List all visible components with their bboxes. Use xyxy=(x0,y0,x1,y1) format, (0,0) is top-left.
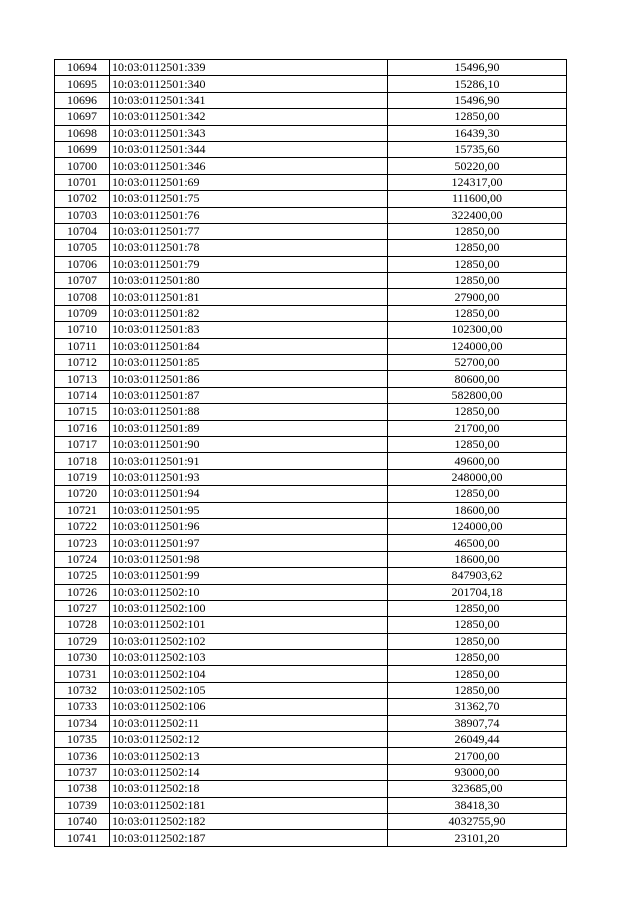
cadastral-number-cell: 10:03:0112501:94 xyxy=(110,486,388,502)
value-cell: 582800,00 xyxy=(388,387,567,403)
value-cell: 12850,00 xyxy=(388,666,567,682)
table-row xyxy=(55,748,567,764)
value-cell: 12850,00 xyxy=(388,273,567,289)
row-number-cell: 10710 xyxy=(55,322,110,338)
table-row xyxy=(55,813,567,829)
row-number-cell: 10698 xyxy=(55,125,110,141)
value-cell: 12850,00 xyxy=(388,650,567,666)
table-row xyxy=(55,502,567,518)
value-cell: 46500,00 xyxy=(388,535,567,551)
cadastral-number-cell: 10:03:0112501:90 xyxy=(110,436,388,452)
cadastral-number-cell: 10:03:0112501:343 xyxy=(110,125,388,141)
table-row xyxy=(55,568,567,584)
table-row xyxy=(55,256,567,272)
table-row xyxy=(55,617,567,633)
cadastral-number-cell: 10:03:0112501:97 xyxy=(110,535,388,551)
value-cell: 80600,00 xyxy=(388,371,567,387)
row-number-cell: 10716 xyxy=(55,420,110,436)
cadastral-number-cell: 10:03:0112501:93 xyxy=(110,469,388,485)
cadastral-number-cell: 10:03:0112502:106 xyxy=(110,699,388,715)
value-cell: 201704,18 xyxy=(388,584,567,600)
value-cell: 21700,00 xyxy=(388,748,567,764)
row-number-cell: 10740 xyxy=(55,813,110,829)
row-number-cell: 10737 xyxy=(55,764,110,780)
cadastral-number-cell: 10:03:0112501:77 xyxy=(110,223,388,239)
value-cell: 23101,20 xyxy=(388,830,567,846)
table-row xyxy=(55,371,567,387)
cadastral-number-cell: 10:03:0112501:98 xyxy=(110,551,388,567)
cadastral-number-cell: 10:03:0112502:100 xyxy=(110,600,388,616)
row-number-cell: 10727 xyxy=(55,600,110,616)
value-cell: 12850,00 xyxy=(388,486,567,502)
value-cell: 124317,00 xyxy=(388,174,567,190)
table-row xyxy=(55,404,567,420)
table-row xyxy=(55,781,567,797)
table-row xyxy=(55,436,567,452)
row-number-cell: 10735 xyxy=(55,732,110,748)
value-cell: 38418,30 xyxy=(388,797,567,813)
cadastral-number-cell: 10:03:0112502:12 xyxy=(110,732,388,748)
row-number-cell: 10725 xyxy=(55,568,110,584)
value-cell: 18600,00 xyxy=(388,551,567,567)
cadastral-number-cell: 10:03:0112502:187 xyxy=(110,830,388,846)
cadastral-number-cell: 10:03:0112502:10 xyxy=(110,584,388,600)
row-number-cell: 10736 xyxy=(55,748,110,764)
row-number-cell: 10702 xyxy=(55,191,110,207)
table-row xyxy=(55,535,567,551)
value-cell: 38907,74 xyxy=(388,715,567,731)
value-cell: 12850,00 xyxy=(388,436,567,452)
value-cell: 49600,00 xyxy=(388,453,567,469)
value-cell: 12850,00 xyxy=(388,256,567,272)
table-row xyxy=(55,240,567,256)
table-row xyxy=(55,797,567,813)
value-cell: 12850,00 xyxy=(388,305,567,321)
table-row xyxy=(55,223,567,239)
value-cell: 102300,00 xyxy=(388,322,567,338)
cadastral-number-cell: 10:03:0112501:340 xyxy=(110,76,388,92)
row-number-cell: 10708 xyxy=(55,289,110,305)
row-number-cell: 10718 xyxy=(55,453,110,469)
row-number-cell: 10719 xyxy=(55,469,110,485)
value-cell: 12850,00 xyxy=(388,682,567,698)
row-number-cell: 10728 xyxy=(55,617,110,633)
row-number-cell: 10720 xyxy=(55,486,110,502)
table-row xyxy=(55,830,567,846)
value-cell: 16439,30 xyxy=(388,125,567,141)
table-body xyxy=(55,60,567,847)
table-row xyxy=(55,109,567,125)
value-cell: 323685,00 xyxy=(388,781,567,797)
table-row xyxy=(55,158,567,174)
table-row xyxy=(55,551,567,567)
value-cell: 12850,00 xyxy=(388,109,567,125)
table-row xyxy=(55,289,567,305)
row-number-cell: 10701 xyxy=(55,174,110,190)
table-row xyxy=(55,699,567,715)
cadastral-number-cell: 10:03:0112501:86 xyxy=(110,371,388,387)
row-number-cell: 10709 xyxy=(55,305,110,321)
value-cell: 12850,00 xyxy=(388,617,567,633)
value-cell: 12850,00 xyxy=(388,223,567,239)
table-row xyxy=(55,715,567,731)
value-cell: 847903,62 xyxy=(388,568,567,584)
value-cell: 93000,00 xyxy=(388,764,567,780)
row-number-cell: 10699 xyxy=(55,141,110,157)
table-row xyxy=(55,174,567,190)
cadastral-number-cell: 10:03:0112501:344 xyxy=(110,141,388,157)
table-row xyxy=(55,273,567,289)
cadastral-number-cell: 10:03:0112502:105 xyxy=(110,682,388,698)
row-number-cell: 10730 xyxy=(55,650,110,666)
row-number-cell: 10715 xyxy=(55,404,110,420)
table-row xyxy=(55,666,567,682)
table-row xyxy=(55,305,567,321)
cadastral-number-cell: 10:03:0112501:84 xyxy=(110,338,388,354)
value-cell: 12850,00 xyxy=(388,600,567,616)
row-number-cell: 10697 xyxy=(55,109,110,125)
cadastral-number-cell: 10:03:0112501:81 xyxy=(110,289,388,305)
table-row xyxy=(55,420,567,436)
cadastral-number-cell: 10:03:0112501:346 xyxy=(110,158,388,174)
row-number-cell: 10741 xyxy=(55,830,110,846)
value-cell: 322400,00 xyxy=(388,207,567,223)
row-number-cell: 10700 xyxy=(55,158,110,174)
row-number-cell: 10717 xyxy=(55,436,110,452)
table-row xyxy=(55,764,567,780)
row-number-cell: 10703 xyxy=(55,207,110,223)
value-cell: 50220,00 xyxy=(388,158,567,174)
row-number-cell: 10722 xyxy=(55,518,110,534)
cadastral-number-cell: 10:03:0112501:341 xyxy=(110,92,388,108)
row-number-cell: 10734 xyxy=(55,715,110,731)
table-row xyxy=(55,633,567,649)
value-cell: 18600,00 xyxy=(388,502,567,518)
table-row xyxy=(55,322,567,338)
row-number-cell: 10694 xyxy=(55,60,110,76)
cadastral-number-cell: 10:03:0112501:69 xyxy=(110,174,388,190)
row-number-cell: 10733 xyxy=(55,699,110,715)
table-row xyxy=(55,141,567,157)
table-row xyxy=(55,92,567,108)
row-number-cell: 10729 xyxy=(55,633,110,649)
value-cell: 52700,00 xyxy=(388,355,567,371)
value-cell: 111600,00 xyxy=(388,191,567,207)
value-cell: 15496,90 xyxy=(388,60,567,76)
cadastral-number-cell: 10:03:0112501:75 xyxy=(110,191,388,207)
table-row xyxy=(55,453,567,469)
value-cell: 15735,60 xyxy=(388,141,567,157)
value-cell: 15496,90 xyxy=(388,92,567,108)
cadastral-number-cell: 10:03:0112502:11 xyxy=(110,715,388,731)
cadastral-number-cell: 10:03:0112502:18 xyxy=(110,781,388,797)
cadastral-number-cell: 10:03:0112501:99 xyxy=(110,568,388,584)
row-number-cell: 10723 xyxy=(55,535,110,551)
row-number-cell: 10714 xyxy=(55,387,110,403)
table-row xyxy=(55,125,567,141)
cadastral-number-cell: 10:03:0112501:82 xyxy=(110,305,388,321)
value-cell: 124000,00 xyxy=(388,518,567,534)
cadastral-number-cell: 10:03:0112501:95 xyxy=(110,502,388,518)
row-number-cell: 10706 xyxy=(55,256,110,272)
row-number-cell: 10738 xyxy=(55,781,110,797)
cadastral-number-cell: 10:03:0112501:87 xyxy=(110,387,388,403)
cadastral-number-cell: 10:03:0112501:88 xyxy=(110,404,388,420)
value-cell: 31362,70 xyxy=(388,699,567,715)
value-cell: 4032755,90 xyxy=(388,813,567,829)
value-cell: 124000,00 xyxy=(388,338,567,354)
row-number-cell: 10724 xyxy=(55,551,110,567)
value-cell: 248000,00 xyxy=(388,469,567,485)
table-row xyxy=(55,207,567,223)
table-row xyxy=(55,338,567,354)
table-row xyxy=(55,387,567,403)
row-number-cell: 10731 xyxy=(55,666,110,682)
table-row xyxy=(55,600,567,616)
table-row xyxy=(55,60,567,76)
row-number-cell: 10695 xyxy=(55,76,110,92)
cadastral-number-cell: 10:03:0112501:89 xyxy=(110,420,388,436)
value-cell: 27900,00 xyxy=(388,289,567,305)
row-number-cell: 10712 xyxy=(55,355,110,371)
cadastral-number-cell: 10:03:0112502:182 xyxy=(110,813,388,829)
cadastral-value-table xyxy=(54,59,567,847)
cadastral-number-cell: 10:03:0112501:91 xyxy=(110,453,388,469)
cadastral-number-cell: 10:03:0112501:339 xyxy=(110,60,388,76)
cadastral-number-cell: 10:03:0112501:78 xyxy=(110,240,388,256)
table-row xyxy=(55,355,567,371)
cadastral-number-cell: 10:03:0112502:181 xyxy=(110,797,388,813)
table-row xyxy=(55,732,567,748)
cadastral-number-cell: 10:03:0112501:83 xyxy=(110,322,388,338)
cadastral-number-cell: 10:03:0112501:76 xyxy=(110,207,388,223)
table-row xyxy=(55,682,567,698)
cadastral-number-cell: 10:03:0112502:102 xyxy=(110,633,388,649)
value-cell: 21700,00 xyxy=(388,420,567,436)
value-cell: 12850,00 xyxy=(388,404,567,420)
cadastral-number-cell: 10:03:0112502:103 xyxy=(110,650,388,666)
cadastral-number-cell: 10:03:0112501:342 xyxy=(110,109,388,125)
row-number-cell: 10711 xyxy=(55,338,110,354)
value-cell: 12850,00 xyxy=(388,633,567,649)
table-row xyxy=(55,486,567,502)
value-cell: 15286,10 xyxy=(388,76,567,92)
row-number-cell: 10721 xyxy=(55,502,110,518)
table-row xyxy=(55,76,567,92)
table-row xyxy=(55,584,567,600)
cadastral-number-cell: 10:03:0112502:13 xyxy=(110,748,388,764)
row-number-cell: 10696 xyxy=(55,92,110,108)
cadastral-number-cell: 10:03:0112501:85 xyxy=(110,355,388,371)
cadastral-number-cell: 10:03:0112501:80 xyxy=(110,273,388,289)
table-row xyxy=(55,518,567,534)
row-number-cell: 10739 xyxy=(55,797,110,813)
cadastral-number-cell: 10:03:0112502:101 xyxy=(110,617,388,633)
cadastral-number-cell: 10:03:0112502:104 xyxy=(110,666,388,682)
cadastral-number-cell: 10:03:0112501:79 xyxy=(110,256,388,272)
table-row xyxy=(55,650,567,666)
row-number-cell: 10732 xyxy=(55,682,110,698)
table-row xyxy=(55,191,567,207)
row-number-cell: 10707 xyxy=(55,273,110,289)
table-row xyxy=(55,469,567,485)
cadastral-number-cell: 10:03:0112501:96 xyxy=(110,518,388,534)
row-number-cell: 10705 xyxy=(55,240,110,256)
value-cell: 26049,44 xyxy=(388,732,567,748)
row-number-cell: 10726 xyxy=(55,584,110,600)
row-number-cell: 10713 xyxy=(55,371,110,387)
row-number-cell: 10704 xyxy=(55,223,110,239)
value-cell: 12850,00 xyxy=(388,240,567,256)
cadastral-number-cell: 10:03:0112502:14 xyxy=(110,764,388,780)
